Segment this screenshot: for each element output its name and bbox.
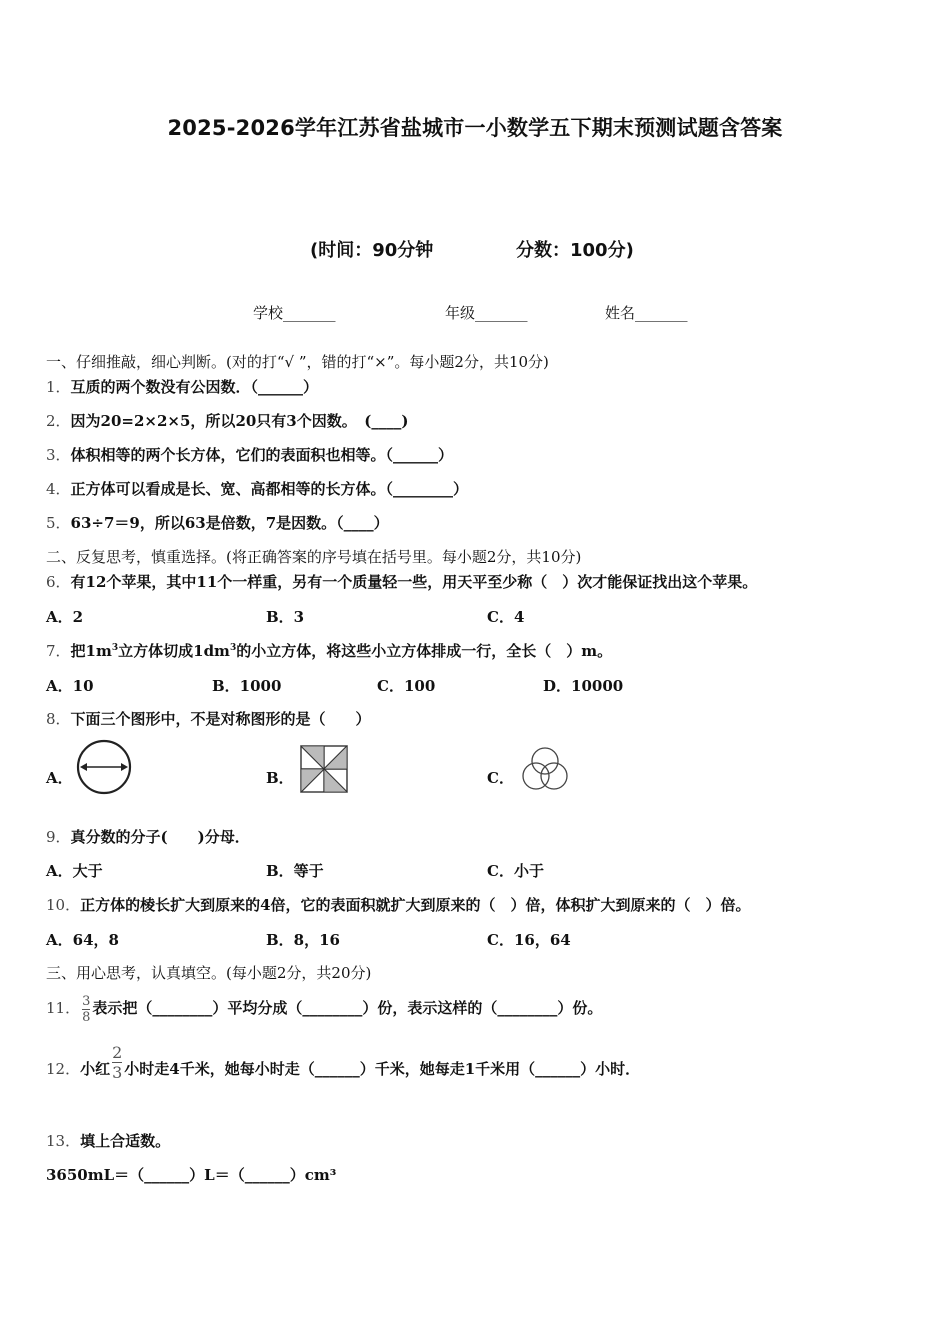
option-a[interactable]: A．大于 bbox=[46, 862, 103, 880]
exam-score: 分数：100分) bbox=[516, 240, 634, 261]
question-3 bbox=[46, 444, 453, 465]
trefoil-figure bbox=[516, 742, 574, 796]
question-text: 小时走4千米，她每小时走（______）千米，她每走1千米用（______）小时． bbox=[124, 1060, 641, 1078]
fraction: $\frac{2}{3}$ bbox=[112, 1042, 123, 1082]
fraction: $\frac{3}{8}$ bbox=[82, 993, 91, 1025]
pinwheel-figure bbox=[298, 743, 350, 795]
question-text: 有12个苹果，其中11个一样重，另有一个质量轻一些，用天平至少称（ ）次才能保证找出这个苹果。 bbox=[70, 573, 758, 591]
name-field[interactable]: 姓名_______ bbox=[605, 304, 688, 322]
question-text: 表示把（________）平均分成（________）份，表示这样的（________）份。 bbox=[92, 999, 603, 1017]
question-text: 因为20=2×2×5，所以20只有3个因数。 (____) bbox=[70, 412, 409, 430]
option-c[interactable]: C．16，64 bbox=[487, 931, 571, 949]
question-7 bbox=[46, 640, 612, 661]
question-number: 13． bbox=[46, 1132, 81, 1150]
question-number: 8． bbox=[46, 710, 71, 728]
question-number: 1． bbox=[46, 378, 71, 396]
question-number: 9． bbox=[46, 828, 71, 846]
option-d[interactable]: D．10000 bbox=[543, 677, 624, 695]
question-text: 正方体的棱长扩大到原来的4倍，它的表面积就扩大到原来的（ ）倍，体积扩大到原来的（ ）倍。 bbox=[80, 896, 751, 914]
question-10 bbox=[46, 894, 751, 915]
option-b[interactable]: B．1000 bbox=[212, 677, 282, 695]
option-b[interactable]: B．等于 bbox=[266, 862, 324, 880]
question-12: 12．小红 $\frac{2}{3}$ 小时走4千米，她每小时走（______）千米，她每走1千米用（______）小时． bbox=[46, 1042, 641, 1082]
grade-field[interactable]: 年级_______ bbox=[445, 304, 528, 322]
option-b[interactable]: B．3 bbox=[266, 608, 305, 626]
option-a[interactable]: A．64，8 bbox=[46, 931, 119, 949]
option-a[interactable]: A．10 bbox=[46, 677, 94, 695]
question-text: 正方体可以看成是长、宽、高都相等的长方体。（________） bbox=[70, 480, 469, 498]
option-c[interactable]: C． bbox=[487, 769, 514, 787]
question-text: 真分数的分子( )分母． bbox=[70, 828, 250, 846]
school-field[interactable]: 学校_______ bbox=[253, 304, 336, 322]
section1-heading: 一、仔细推敲，细心判断。(对的打“√ ”，错的打“×”。每小题2分，共10分) bbox=[46, 353, 549, 371]
question-8 bbox=[46, 708, 371, 729]
option-c[interactable]: C．100 bbox=[377, 677, 436, 695]
question-9 bbox=[46, 826, 250, 847]
exam-time: (时间：90分钟 bbox=[310, 240, 434, 261]
option-b[interactable]: B．8，16 bbox=[266, 931, 340, 949]
question-number: 7． bbox=[46, 642, 71, 660]
question-number: 4． bbox=[46, 480, 71, 498]
question-13-fill-line: 3650mL＝（______）L＝（______）cm³ bbox=[46, 1166, 337, 1184]
question-text: 把$1m^3$立方体切成$1dm^3$的小立方体，将这些小立方体排成一行，全长（ ）m。 bbox=[70, 642, 613, 660]
question-text: 互质的两个数没有公因数．（______） bbox=[70, 378, 319, 396]
option-c[interactable]: C．小于 bbox=[487, 862, 544, 880]
question-number: 11． bbox=[46, 999, 81, 1017]
option-b[interactable]: B． bbox=[266, 769, 294, 787]
section3-heading: 三、用心思考，认真填空。(每小题2分，共20分) bbox=[46, 964, 372, 982]
question-text: 下面三个图形中，不是对称图形的是（ ） bbox=[70, 710, 371, 728]
question-number: 6． bbox=[46, 573, 71, 591]
question-13 bbox=[46, 1130, 170, 1151]
section2-heading: 二、反复思考，慎重选择。(将正确答案的序号填在括号里。每小题2分，共10分) bbox=[46, 548, 582, 566]
option-c[interactable]: C．4 bbox=[487, 608, 525, 626]
question-number: 2． bbox=[46, 412, 71, 430]
question-number: 5． bbox=[46, 514, 71, 532]
option-a[interactable]: A． bbox=[46, 769, 73, 787]
question-text: 63÷7＝9，所以63是倍数，7是因数。（____） bbox=[70, 514, 389, 532]
question-1 bbox=[46, 376, 318, 397]
page-title: 2025-2026学年江苏省盐城市一小数学五下期末预测试题含答案 bbox=[167, 116, 783, 140]
question-text: 体积相等的两个长方体，它们的表面积也相等。（______） bbox=[70, 446, 454, 464]
question-number: 10． bbox=[46, 896, 81, 914]
question-number: 12． bbox=[46, 1060, 81, 1078]
question-11 bbox=[46, 988, 602, 1028]
question-number: 3． bbox=[46, 446, 71, 464]
option-a[interactable]: A．2 bbox=[46, 608, 84, 626]
question-2 bbox=[46, 410, 408, 431]
question-text: 填上合适数。 bbox=[80, 1132, 171, 1150]
question-6 bbox=[46, 571, 757, 592]
question-4 bbox=[46, 478, 468, 499]
question-5 bbox=[46, 512, 389, 533]
circle-with-arrow-figure bbox=[72, 738, 136, 796]
